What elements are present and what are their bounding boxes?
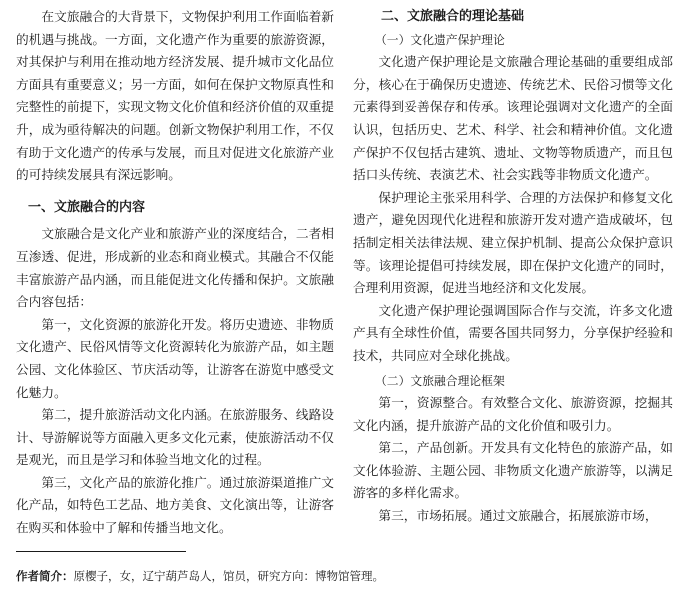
- body-paragraph: 保护理论主张采用科学、合理的方法保护和修复文化遗产，避免因现代化进程和旅游开发对遗产造成破坏，包括制定相关法律法规、建立保护机制、提高公众保护意识等。该理论提倡可持续发展，即在保护文化遗产的同时，合理利用资源，促进当地经济和文化发展。: [353, 189, 673, 296]
- body-paragraph: 文化遗产保护理论强调国际合作与交流，许多文化遗产具有全球性价值，需要各国共同努力，分享保护经验和技术，共同应对全球化挑战。: [353, 302, 673, 363]
- subsection-heading-framework: （二）文旅融合理论框架: [375, 373, 505, 388]
- right-column: [353, 6, 673, 528]
- section-heading-theory: 二、文旅融合的理论基础: [381, 9, 525, 24]
- subsection-heading-heritage: （一）文化遗产保护理论: [375, 32, 505, 47]
- body-paragraph: 第三，文化产品的旅游化推广。通过旅游渠道推广文化产品，如特色工艺品、地方美食、文化演出等，让游客在购买和体验中了解和传播当地文化。: [16, 474, 334, 536]
- intro-paragraph: 在文旅融合的大背景下，文物保护利用工作面临着新的机遇与挑战。一方面，文化遗产作为重要的旅游资源，对其保护与利用在推动地方经济发展、提升城市文化品位方面具有重要意义；另一方面，如何在保护文物原真性和完整性的前提下，实现文物文化价值和经济价值的双重提升，成为亟待解决的问题。创新文物保护利用工作，不仅有助于文化遗产的传承与发展，而且对促进文化旅游产业的可持续发展具有深远影响。: [16, 9, 334, 183]
- body-paragraph: 第二，提升旅游活动文化内涵。在旅游服务、线路设计、导游解说等方面融入更多文化元素，使旅游活动不仅是观光，而且是学习和体验当地文化的过程。: [16, 407, 334, 468]
- section-heading-content: 一、文旅融合的内容: [28, 199, 146, 215]
- body-paragraph: 文旅融合是文化产业和旅游产业的深度结合，二者相互渗透、促进，形成新的业态和商业模式。其融合不仅能丰富旅游产品内涵，而且能促进文化传播和保护。文旅融合内容包括：: [16, 226, 334, 310]
- author-footnote: [16, 567, 676, 585]
- body-paragraph: 第一，资源整合。有效整合文化、旅游资源，挖掘其文化内涵，提升旅游产品的文化价值和吸引力。: [353, 395, 673, 433]
- body-paragraph: 第一，文化资源的旅游化开发。将历史遗迹、非物质文化遗产、民俗风情等文化资源转化为旅游产品，如主题公园、文化体验区、节庆活动等，让游客在游览中感受文化魅力。: [16, 316, 334, 400]
- body-paragraph: 第三，市场拓展。通过文旅融合，拓展旅游市场，: [378, 508, 658, 524]
- footnote-divider: [16, 551, 186, 552]
- footnote-text: 原樱子，女，辽宁葫芦岛人，馆员，研究方向：博物馆管理。: [73, 569, 384, 583]
- body-paragraph: 第二，产品创新。开发具有文化特色的旅游产品，如文化体验游、主题公园、非物质文化遗产旅游等，以满足游客的多样化需求。: [353, 440, 673, 501]
- footnote-label: 作者简介：: [16, 569, 74, 583]
- left-column: [16, 6, 334, 540]
- body-paragraph: 文化遗产保护理论是文旅融合理论基础的重要组成部分，核心在于确保历史遗迹、传统艺术、民俗习惯等文化元素得到妥善保存和传承。该理论强调对文化遗产的全面认识，包括历史、艺术、科学、社会和精神价值。文化遗产保护不仅包括古建筑、遗址、文物等物质遗产，而且包括口头传统、表演艺术、社会实践等非物质文化遗产。: [353, 54, 673, 183]
